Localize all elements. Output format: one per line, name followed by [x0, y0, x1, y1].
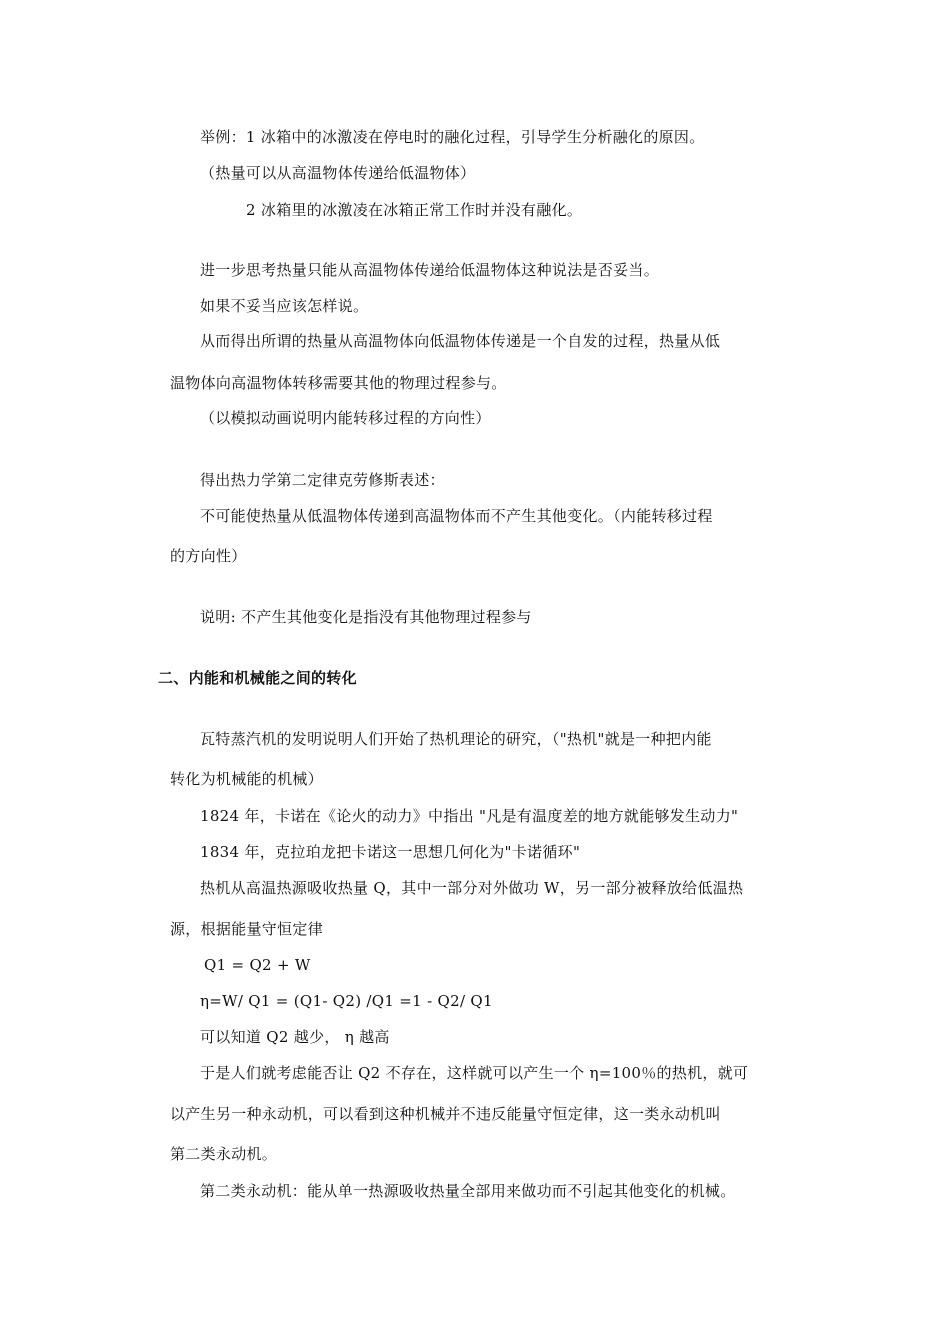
paragraph-line: 以产生另一种永动机，可以看到这种机械并不违反能量守恒定律，这一类永动机叫: [170, 1105, 721, 1123]
section-heading: 二、内能和机械能之间的转化: [158, 669, 357, 687]
paragraph-line: 从而得出所谓的热量从高温物体向低温物体传递是一个自发的过程，热量从低: [200, 332, 721, 350]
paragraph-line: 第二类永动机。: [170, 1145, 278, 1163]
paragraph-line: 1834 年，克拉珀龙把卡诺这一思想几何化为"卡诺循环": [200, 843, 581, 861]
paragraph-line: （以模拟动画说明内能转移过程的方向性）: [200, 409, 491, 427]
paragraph-line: 不可能使热量从低温物体传递到高温物体而不产生其他变化。（内能转移过程: [200, 507, 713, 525]
paragraph-line: 于是人们就考虑能否让 Q2 不存在，这样就可以产生一个 η=100％的热机，就可: [200, 1064, 749, 1082]
paragraph-line: 1824 年，卡诺在《论火的动力》中指出 "凡是有温度差的地方就能够发生动力": [200, 807, 739, 825]
example-note: （热量可以从高温物体传递给低温物体）: [200, 164, 476, 182]
paragraph-line: 温物体向高温物体转移需要其他的物理过程参与。: [170, 374, 507, 392]
formula-line: η=W/ Q1 = (Q1- Q2) /Q1 =1 - Q2/ Q1: [200, 992, 493, 1010]
paragraph-line: 源，根据能量守恒定律: [170, 920, 324, 938]
paragraph-line: 第二类永动机：能从单一热源吸收热量全部用来做功而不引起其他变化的机械。: [200, 1182, 736, 1200]
formula-line: Q1 = Q2 + W: [204, 956, 311, 974]
paragraph-line: 进一步思考热量只能从高温物体传递给低温物体这种说法是否妥当。: [200, 261, 660, 279]
paragraph-line: 瓦特蒸汽机的发明说明人们开始了热机理论的研究，（"热机"就是一种把内能: [200, 730, 712, 748]
paragraph-line: 得出热力学第二定律克劳修斯表述：: [200, 471, 445, 489]
example-line-2: 2 冰箱里的冰激凌在冰箱正常工作时并没有融化。: [246, 201, 583, 219]
paragraph-line: 热机从高温热源吸收热量 Q，其中一部分对外做功 W，另一部分被释放给低温热: [200, 879, 744, 897]
paragraph-line: 可以知道 Q2 越少， η 越高: [200, 1028, 390, 1046]
paragraph-line: 的方向性）: [170, 547, 247, 565]
paragraph-line: 如果不妥当应该怎样说。: [200, 297, 369, 315]
example-line-1: 举例：1 冰箱中的冰激凌在停电时的融化过程，引导学生分析融化的原因。: [200, 128, 705, 146]
paragraph-line: 转化为机械能的机械）: [170, 770, 324, 788]
paragraph-line: 说明: 不产生其他变化是指没有其他物理过程参与: [200, 608, 532, 626]
